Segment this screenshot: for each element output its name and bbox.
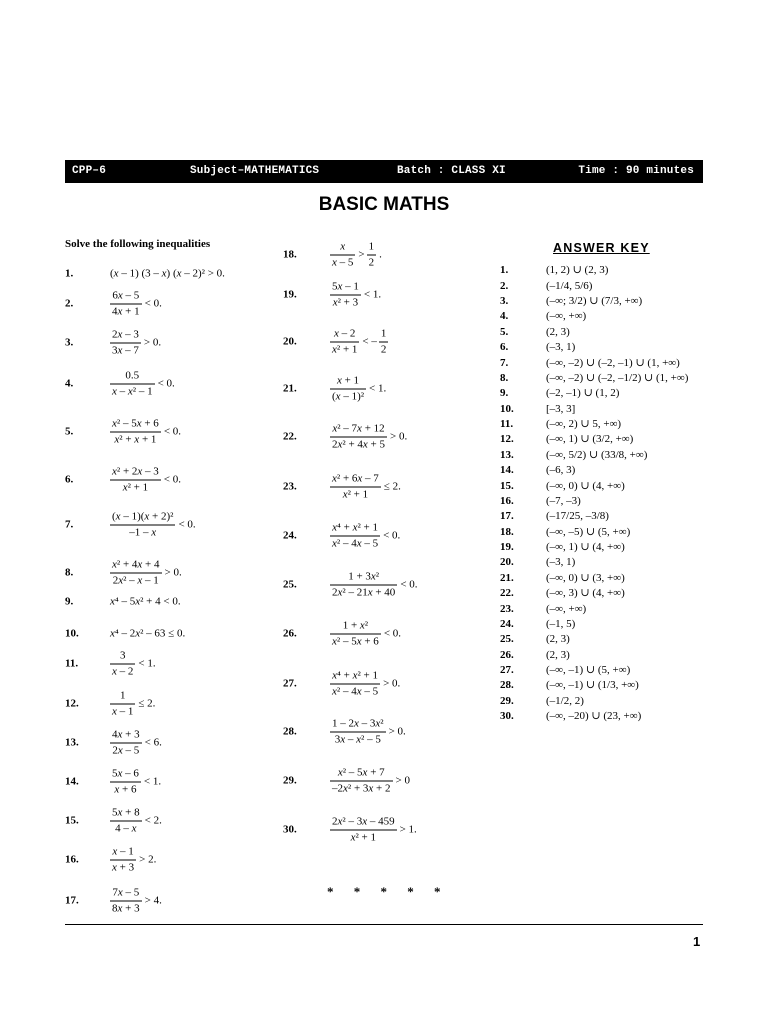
problem-row bbox=[65, 729, 164, 758]
fraction bbox=[110, 768, 141, 797]
fraction bbox=[110, 887, 142, 916]
answer-row bbox=[500, 617, 688, 632]
numerator: x + 1 bbox=[330, 375, 366, 390]
problem-expression: x⁴ – 2x² – 63 ≤ 0. bbox=[110, 627, 186, 640]
problem-row bbox=[65, 290, 164, 319]
answer-value: [–3, 3] bbox=[546, 402, 576, 415]
fraction bbox=[330, 473, 381, 502]
answer-value: (–1, 5) bbox=[546, 617, 576, 630]
numerator: 1 + x² bbox=[330, 620, 381, 635]
problem-number: 29. bbox=[283, 774, 297, 787]
problem-row bbox=[283, 767, 412, 796]
problem-number: 16. bbox=[65, 853, 79, 866]
denominator: –1 – x bbox=[129, 526, 157, 539]
relation: < 2. bbox=[144, 814, 162, 827]
answer-number: 10. bbox=[500, 402, 514, 415]
fraction bbox=[110, 650, 135, 679]
problem-number: 26. bbox=[283, 627, 297, 640]
relation: < 6. bbox=[144, 736, 162, 749]
problem-number: 27. bbox=[283, 677, 297, 690]
problem-number: 5. bbox=[65, 425, 74, 438]
numerator: x² + 6x – 7 bbox=[330, 473, 381, 488]
answer-key-list bbox=[500, 263, 688, 724]
answer-number: 16. bbox=[500, 494, 514, 507]
answer-number: 20. bbox=[500, 556, 514, 569]
footer-rule bbox=[65, 924, 703, 925]
answer-row bbox=[500, 525, 688, 540]
relation: > 0. bbox=[390, 430, 408, 443]
fraction bbox=[330, 281, 361, 310]
denominator: 2 bbox=[368, 256, 375, 269]
relation: < – bbox=[362, 335, 377, 348]
relation: < 0. bbox=[383, 627, 402, 640]
numerator: x bbox=[330, 241, 355, 256]
problem-number: 7. bbox=[65, 518, 74, 531]
fraction bbox=[330, 767, 393, 796]
answer-row bbox=[500, 279, 688, 294]
problem-number: 1. bbox=[65, 267, 74, 280]
numerator: 0.5 bbox=[110, 370, 155, 385]
answer-value: (–∞, –2) ∪ (–2, –1) ∪ (1, +∞) bbox=[546, 356, 680, 369]
denominator: x² – 5x + 6 bbox=[332, 635, 379, 648]
page-number: 1 bbox=[693, 934, 701, 949]
fraction bbox=[330, 620, 381, 649]
fraction bbox=[330, 670, 380, 699]
answer-number: 22. bbox=[500, 587, 514, 600]
answer-value: (–∞, –1) ∪ (1/3, +∞) bbox=[546, 679, 639, 692]
numerator: 6x – 5 bbox=[110, 290, 142, 305]
answer-number: 13. bbox=[500, 448, 514, 461]
answer-number: 1. bbox=[500, 264, 509, 277]
problem-row bbox=[65, 596, 181, 609]
problem-row bbox=[283, 423, 409, 452]
answer-row bbox=[500, 325, 688, 340]
numerator: x – 1 bbox=[110, 846, 136, 861]
header-bar bbox=[65, 160, 703, 183]
problem-number: 18. bbox=[283, 248, 297, 261]
answer-row bbox=[500, 694, 688, 709]
relation: < 1. bbox=[143, 775, 162, 788]
problem-row bbox=[283, 375, 388, 404]
denominator: 3x – 7 bbox=[112, 344, 139, 357]
numerator: x² – 5x + 7 bbox=[330, 767, 393, 782]
answer-row bbox=[500, 678, 688, 693]
denominator: x² – 4x – 5 bbox=[332, 685, 379, 698]
numerator: x² + 2x – 3 bbox=[110, 466, 161, 481]
fraction bbox=[330, 571, 397, 600]
answer-number: 29. bbox=[500, 694, 514, 707]
fraction bbox=[367, 241, 377, 270]
problem-number: 6. bbox=[65, 473, 74, 486]
fraction bbox=[330, 328, 359, 357]
relation: < 1. bbox=[369, 382, 387, 395]
problem-number: 20. bbox=[283, 335, 297, 348]
numerator: 1 bbox=[110, 690, 135, 705]
problem-row bbox=[65, 418, 183, 447]
answer-value: (–∞, 1) ∪ (4, +∞) bbox=[546, 541, 625, 554]
answer-row bbox=[500, 586, 688, 601]
denominator: –2x² + 3x + 2 bbox=[332, 782, 391, 795]
denominator: 3x – x² – 5 bbox=[334, 733, 381, 746]
problem-number: 10. bbox=[65, 627, 79, 640]
problem-row bbox=[283, 473, 403, 502]
relation: > 0. bbox=[383, 677, 401, 690]
answer-value: (–∞, 0) ∪ (4, +∞) bbox=[546, 479, 625, 492]
problem-number: 4. bbox=[65, 377, 74, 390]
denominator: 4 – x bbox=[115, 822, 137, 835]
problem-row bbox=[65, 887, 164, 916]
answer-value: (–6, 3) bbox=[546, 464, 576, 477]
answer-value: (–∞, –2) ∪ (–2, –1/2) ∪ (1, +∞) bbox=[546, 371, 689, 384]
relation: > 1. bbox=[399, 823, 417, 836]
answer-number: 14. bbox=[500, 464, 514, 477]
fraction bbox=[330, 816, 397, 845]
denominator: (x – 1)² bbox=[332, 390, 365, 403]
relation: ≤ 2. bbox=[383, 480, 401, 493]
fraction bbox=[110, 846, 136, 875]
fraction bbox=[110, 466, 161, 495]
problem-number: 2. bbox=[65, 297, 74, 310]
problem-row bbox=[65, 846, 158, 875]
relation: < 0. bbox=[383, 529, 401, 542]
relation: > 0. bbox=[388, 725, 406, 738]
answer-row bbox=[500, 648, 688, 663]
answer-value: (–1/4, 5/6) bbox=[546, 279, 593, 292]
denominator: x + 3 bbox=[112, 861, 135, 874]
problem-row bbox=[65, 690, 157, 719]
answer-number: 12. bbox=[500, 433, 514, 446]
numerator: 5x + 8 bbox=[110, 807, 142, 822]
fraction bbox=[110, 511, 175, 540]
denominator: x² + 1 bbox=[342, 488, 369, 501]
answer-number: 19. bbox=[500, 541, 514, 554]
numerator: x⁴ + x² + 1 bbox=[330, 670, 380, 685]
problem-number: 19. bbox=[283, 288, 297, 301]
answer-value: (–17/25, –3/8) bbox=[546, 510, 609, 523]
denominator: x + 6 bbox=[114, 783, 137, 796]
relation: < 0. bbox=[157, 377, 175, 390]
problem-row bbox=[65, 329, 163, 358]
problem-row bbox=[65, 768, 163, 797]
cpp-code: CPP–6 bbox=[72, 165, 107, 177]
answer-row bbox=[500, 602, 688, 617]
denominator: 2x² – 21x + 40 bbox=[332, 586, 396, 599]
relation: > 0. bbox=[164, 566, 182, 579]
answer-number: 4. bbox=[500, 310, 509, 323]
problem-row bbox=[283, 328, 391, 357]
problem-number: 14. bbox=[65, 775, 79, 788]
numerator: 2x – 3 bbox=[110, 329, 141, 344]
problem-row bbox=[283, 571, 420, 600]
denominator: x – 2 bbox=[112, 665, 134, 678]
problem-number: 22. bbox=[283, 430, 297, 443]
relation: < 0. bbox=[400, 578, 418, 591]
answer-number: 8. bbox=[500, 371, 509, 384]
fraction bbox=[110, 329, 141, 358]
relation: > 4. bbox=[144, 894, 162, 907]
problem-row bbox=[65, 511, 198, 540]
fraction bbox=[110, 559, 162, 588]
answer-number: 23. bbox=[500, 602, 514, 615]
answer-value: (–∞, 3) ∪ (4, +∞) bbox=[546, 587, 625, 600]
problem-number: 28. bbox=[283, 725, 297, 738]
relation: < 1. bbox=[138, 657, 156, 670]
answer-value: (–3, 1) bbox=[546, 341, 576, 354]
problem-row bbox=[65, 628, 185, 641]
denominator: x – x² – 1 bbox=[112, 385, 153, 398]
relation: < 0. bbox=[178, 518, 196, 531]
numerator: x² – 7x + 12 bbox=[330, 423, 387, 438]
denominator: 4x + 1 bbox=[112, 305, 140, 318]
denominator: 2x – 5 bbox=[112, 744, 140, 757]
answer-value: (–∞, –20) ∪ (23, +∞) bbox=[546, 710, 642, 723]
answer-value: (2, 3) bbox=[546, 633, 570, 646]
denominator: x² + 1 bbox=[350, 831, 376, 844]
answer-row bbox=[500, 509, 688, 524]
problem-row bbox=[65, 466, 183, 495]
fraction bbox=[110, 729, 142, 758]
answer-key-heading: ANSWER KEY bbox=[553, 241, 650, 255]
answer-row bbox=[500, 356, 688, 371]
problem-number: 3. bbox=[65, 336, 74, 349]
relation: < 0. bbox=[144, 297, 162, 310]
answer-number: 11. bbox=[500, 418, 514, 431]
problem-row bbox=[65, 650, 158, 679]
answer-row bbox=[500, 340, 688, 355]
problem-row bbox=[283, 670, 402, 699]
answer-row bbox=[500, 263, 688, 278]
fraction bbox=[110, 807, 142, 836]
relation: > 0. bbox=[143, 336, 162, 349]
problem-row bbox=[283, 522, 402, 551]
answer-number: 26. bbox=[500, 648, 514, 661]
problem-number: 24. bbox=[283, 529, 297, 542]
numerator: 1 + 3x² bbox=[330, 571, 397, 586]
relation: < 0. bbox=[163, 473, 182, 486]
denominator: x² + 1 bbox=[332, 343, 358, 356]
problem-row bbox=[283, 281, 383, 310]
answer-row bbox=[500, 402, 688, 417]
answer-number: 17. bbox=[500, 510, 514, 523]
answer-row bbox=[500, 309, 688, 324]
answer-number: 3. bbox=[500, 295, 509, 308]
numerator: x² – 5x + 6 bbox=[110, 418, 161, 433]
problem-number: 9. bbox=[65, 595, 74, 608]
problem-row bbox=[283, 241, 382, 270]
fraction bbox=[110, 690, 135, 719]
answer-number: 30. bbox=[500, 710, 514, 723]
problem-number: 12. bbox=[65, 697, 79, 710]
answer-number: 21. bbox=[500, 571, 514, 584]
answer-row bbox=[500, 632, 688, 647]
problem-number: 30. bbox=[283, 823, 297, 836]
answer-row bbox=[500, 479, 688, 494]
denominator: 2x² + 4x + 5 bbox=[332, 438, 386, 451]
fraction bbox=[330, 718, 386, 747]
denominator: x² + 3 bbox=[332, 296, 359, 309]
numerator: 2x² – 3x – 459 bbox=[330, 816, 397, 831]
relation: < 0. bbox=[163, 425, 182, 438]
problem-expression: (x – 1) (3 – x) (x – 2)² > 0. bbox=[110, 267, 225, 280]
numerator: 3 bbox=[110, 650, 135, 665]
answer-value: (–3, 1) bbox=[546, 556, 576, 569]
answer-value: (–∞, –5) ∪ (5, +∞) bbox=[546, 525, 631, 538]
fraction bbox=[330, 241, 355, 270]
answer-value: (2, 3) bbox=[546, 325, 570, 338]
answer-row bbox=[500, 663, 688, 678]
problem-row bbox=[283, 816, 419, 845]
answer-number: 25. bbox=[500, 633, 514, 646]
problem-row bbox=[65, 559, 184, 588]
answer-row bbox=[500, 555, 688, 570]
answer-value: (–∞, 1) ∪ (3/2, +∞) bbox=[546, 433, 634, 446]
answer-number: 18. bbox=[500, 525, 514, 538]
problem-number: 23. bbox=[283, 480, 297, 493]
answer-row bbox=[500, 571, 688, 586]
answer-number: 5. bbox=[500, 325, 509, 338]
fraction bbox=[110, 370, 155, 399]
numerator: (x – 1)(x + 2)² bbox=[110, 511, 175, 526]
denominator: x² – 4x – 5 bbox=[332, 537, 379, 550]
answer-number: 9. bbox=[500, 387, 509, 400]
answer-number: 6. bbox=[500, 341, 509, 354]
answer-number: 15. bbox=[500, 479, 514, 492]
fraction bbox=[330, 423, 387, 452]
answer-row bbox=[500, 463, 688, 478]
fraction bbox=[330, 375, 366, 404]
answer-number: 24. bbox=[500, 617, 514, 630]
answer-row bbox=[500, 432, 688, 447]
batch: Batch : CLASS XI bbox=[397, 165, 506, 177]
problem-row bbox=[65, 807, 164, 836]
answer-value: (2, 3) bbox=[546, 648, 570, 661]
problem-number: 15. bbox=[65, 814, 79, 827]
denominator: 2 bbox=[380, 343, 387, 356]
answer-row bbox=[500, 540, 688, 555]
denominator: x – 1 bbox=[112, 705, 134, 718]
answer-value: (–∞, +∞) bbox=[546, 602, 587, 615]
answer-row bbox=[500, 417, 688, 432]
fraction bbox=[330, 522, 380, 551]
problem-number: 8. bbox=[65, 566, 74, 579]
denominator: x – 5 bbox=[332, 256, 354, 269]
relation: ≤ 2. bbox=[138, 697, 156, 710]
numerator: 5x – 6 bbox=[110, 768, 141, 783]
answer-number: 27. bbox=[500, 664, 514, 677]
problem-number: 21. bbox=[283, 382, 297, 395]
relation: > 0 bbox=[395, 774, 410, 787]
problem-number: 25. bbox=[283, 578, 297, 591]
answer-value: (–∞, 5/2) ∪ (33/8, +∞) bbox=[546, 448, 648, 461]
denominator: x² + 1 bbox=[122, 481, 149, 494]
answer-row bbox=[500, 386, 688, 401]
denominator: 8x + 3 bbox=[112, 902, 140, 915]
fraction bbox=[110, 418, 161, 447]
end-mark: * * * * * bbox=[327, 884, 449, 899]
problem-expression: x⁴ – 5x² + 4 < 0. bbox=[110, 595, 181, 608]
problem-row bbox=[65, 370, 177, 399]
answer-row bbox=[500, 709, 688, 724]
answer-value: (–∞, +∞) bbox=[546, 310, 587, 323]
subject: Subject–MATHEMATICS bbox=[190, 165, 320, 177]
problem-number: 13. bbox=[65, 736, 79, 749]
answer-row bbox=[500, 494, 688, 509]
relation: < 1. bbox=[363, 288, 382, 301]
relation: > 2. bbox=[139, 853, 157, 866]
problem-number: 17. bbox=[65, 894, 79, 907]
answer-number: 28. bbox=[500, 679, 514, 692]
problem-row bbox=[283, 718, 408, 747]
fraction bbox=[379, 328, 389, 357]
terminator: . bbox=[379, 248, 382, 261]
numerator: 5x – 1 bbox=[330, 281, 361, 296]
numerator: x – 2 bbox=[330, 328, 359, 343]
answer-value: (–1/2, 2) bbox=[546, 694, 584, 707]
answer-value: (–2, –1) ∪ (1, 2) bbox=[546, 387, 620, 400]
page-title: BASIC MATHS bbox=[318, 194, 450, 215]
numerator: 4x + 3 bbox=[110, 729, 142, 744]
numerator: 1 bbox=[379, 328, 389, 343]
fraction bbox=[110, 290, 142, 319]
answer-value: (–∞, –1) ∪ (5, +∞) bbox=[546, 664, 631, 677]
answer-value: (–7, –3) bbox=[546, 494, 581, 507]
answer-number: 2. bbox=[500, 279, 509, 292]
answer-number: 7. bbox=[500, 356, 509, 369]
answer-value: (–∞, 2) ∪ 5, +∞) bbox=[546, 418, 622, 431]
answer-row bbox=[500, 371, 688, 386]
answer-value: (1, 2) ∪ (2, 3) bbox=[546, 264, 609, 277]
numerator: 1 bbox=[367, 241, 377, 256]
instructions: Solve the following inequalities bbox=[65, 238, 211, 250]
answer-row bbox=[500, 448, 688, 463]
answer-value: (–∞; 3/2) ∪ (7/3, +∞) bbox=[546, 295, 643, 308]
numerator: x⁴ + x² + 1 bbox=[330, 522, 380, 537]
numerator: 1 – 2x – 3x² bbox=[330, 718, 386, 733]
answer-row bbox=[500, 294, 688, 309]
denominator: x² + x + 1 bbox=[114, 433, 157, 446]
relation: > bbox=[358, 248, 365, 261]
time-limit: Time : 90 minutes bbox=[578, 165, 694, 177]
problem-number: 11. bbox=[65, 657, 79, 670]
problem-row bbox=[65, 268, 225, 281]
denominator: 2x² – x – 1 bbox=[112, 574, 159, 587]
answer-value: (–∞, 0) ∪ (3, +∞) bbox=[546, 571, 625, 584]
numerator: 7x – 5 bbox=[110, 887, 142, 902]
numerator: x² + 4x + 4 bbox=[110, 559, 162, 574]
problem-row bbox=[283, 620, 403, 649]
